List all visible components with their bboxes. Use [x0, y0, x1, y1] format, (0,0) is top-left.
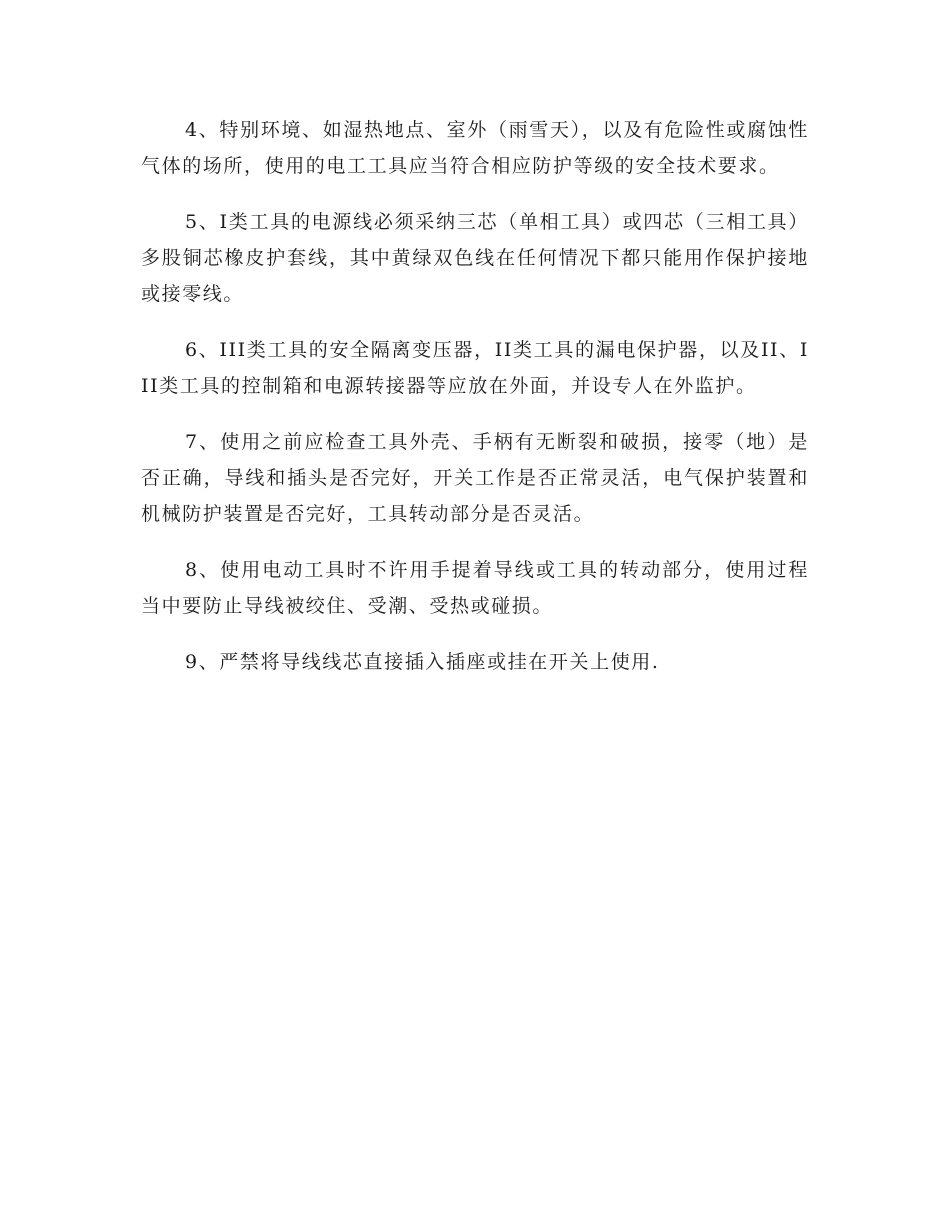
paragraph-item-7: 7、使用之前应检查工具外壳、手柄有无断裂和破损，接零（地）是否正确，导线和插头是否完好，开关工作是否正常灵活，电气保护装置和机械防护装置是否完好，工具转动部分是否灵活。 — [141, 431, 809, 525]
paragraph-item-6: 6、III类工具的安全隔离变压器，II类工具的漏电保护器，以及II、III类工具的控制箱和电源转接器等应放在外面，并设专人在外监护。 — [141, 339, 809, 397]
document-body — [141, 112, 809, 700]
paragraph-item-9: 9、严禁将导线线芯直接插入插座或挂在开关上使用. — [185, 651, 660, 673]
paragraph-item-4: 4、特别环境、如湿热地点、室外（雨雪天），以及有危险性或腐蚀性气体的场所，使用的电工工具应当符合相应防护等级的安全技术要求。 — [141, 119, 809, 177]
paragraph-item-5: 5、I类工具的电源线必须采纳三芯（单相工具）或四芯（三相工具）多股铜芯橡皮护套线，其中黄绿双色线在任何情况下都只能用作保护接地或接零线。 — [141, 211, 809, 305]
paragraph-item-8: 8、使用电动工具时不许用手提着导线或工具的转动部分，使用过程当中要防止导线被绞住、受潮、受热或碰损。 — [141, 559, 809, 617]
